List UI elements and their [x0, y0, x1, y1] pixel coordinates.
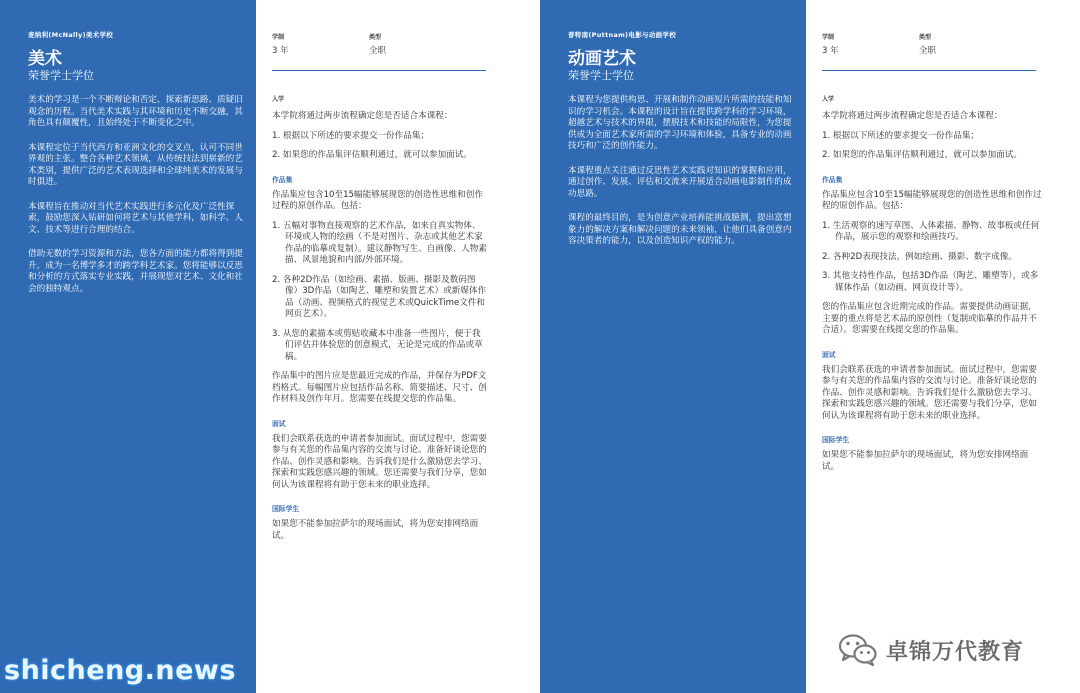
admission-step: 1. 根据以下所述的要求提交一份作品集； — [272, 130, 430, 141]
page-animation-intro — [540, 0, 806, 693]
duration-block — [822, 32, 839, 56]
page-fine-art-admission — [256, 0, 540, 693]
admission-intro: 本学院将通过两步流程确定您是否适合本课程： — [272, 111, 453, 121]
portfolio-item: 1. 生活观察的速写草图、人体素描、静物、故事板或任何作品，展示您的观察和绘画技巧。 — [822, 220, 1040, 242]
type-label: 类型 — [919, 34, 932, 41]
admission-step: 2. 如果您的作品集评估顺利通过，就可以参加面试。 — [822, 150, 1022, 160]
portfolio-item: 2. 各种2D表现技法，例如绘画、摄影、数字成像。 — [822, 251, 1017, 262]
school-name: 麦纳利(McNally)美术学校 — [28, 31, 114, 39]
type-block — [919, 32, 936, 56]
portfolio-heading: 作品集 — [272, 175, 293, 184]
watermark-brand-text: 卓锦万代教育 — [886, 639, 1025, 665]
program-degree: 荣誉学士学位 — [28, 69, 94, 82]
admission-step: 2. 如果您的作品集评估顺利通过，就可以参加面试。 — [272, 150, 472, 160]
wechat-icon — [838, 633, 878, 667]
duration-block — [272, 32, 289, 56]
program-title: 美术 — [28, 49, 62, 69]
portfolio-item: 3. 从您的素描本或剪贴收藏本中准备一些图片，便于我们评估并体验您的创意模式，无论是完成的作品或草稿。 — [272, 328, 483, 362]
type-label: 类型 — [369, 34, 382, 41]
portfolio-intro: 作品集应包含10至15幅能够展现您的创造性思维和创作过程的原创作品。包括： — [822, 189, 1042, 211]
school-name: 普特南(Puttnam)电影与动画学校 — [568, 31, 677, 39]
type-value: 全职 — [919, 46, 937, 56]
divider — [822, 70, 1036, 71]
admission-content — [272, 94, 488, 550]
intro-paragraph: 美术的学习是一个不断辩论和否定、探索新思路、质疑旧观念的历程。当代美术实践与其环境和历史不断交融，其角色具有颠覆性，且始终处于不断变化之中。 — [28, 95, 243, 128]
duration-label: 学制 — [272, 34, 285, 41]
portfolio-note: 您的作品集应包含近期完成的作品。需要提供动画证据，主要的重点将是艺术品的原创性（复制或临摹的作品并不合适）。您需要在线提交您的作品集。 — [822, 302, 1037, 335]
intro-paragraph: 借助无数的学习资源和方法，您各方面的能力都将得到提升，成为一名博学多才的跨学科艺术家。您将能够以反思和分析的方式落实专业实践，并展现您对艺术、文化和社会的独特观点。 — [28, 249, 243, 294]
duration-label: 学制 — [822, 34, 835, 41]
portfolio-item: 2. 各种2D作品（如绘画、素描、版画、摄影及数码图像）3D作品（如陶艺、雕塑和装置艺术）或新媒体作品（动画、视频格式的视觉艺术或QuickTime文件和网页艺术）。 — [272, 274, 487, 319]
portfolio-heading: 作品集 — [822, 175, 843, 184]
type-block — [369, 32, 386, 56]
program-degree: 荣誉学士学位 — [568, 69, 634, 82]
duration-value: 3 年 — [272, 46, 289, 56]
interview-heading: 面试 — [272, 419, 286, 428]
duration-value: 3 年 — [822, 46, 839, 56]
type-value: 全职 — [369, 46, 387, 56]
intro-paragraph: 本课程定位于当代西方和亚洲文化的交叉点，认可不同世界观的主张。整合各种艺术领域，从传统技法到崭新的艺术类别，提供广泛的艺术表现选择和全球纯美术的发展与时俱进。 — [28, 142, 243, 187]
intro-paragraph: 本课程为您提供构思、开展和制作动画短片所需的技能和知识的学习机会。本课程的设计旨在提供跨学科的学习环境，超越艺术与技术的界限，摆脱技术和技能的局限性，为您提供成为全面艺术家所需的学习环境和体验，具备专业的动画技巧和广泛的创作能力。 — [568, 95, 792, 151]
interview-text: 我们会联系获选的申请者参加面试。面试过程中，您需要参与有关您的作品集内容的交流与讨论。准备好谈论您的作品、创作灵感和影响。告诉我们是什么激励您去学习、探索和实践您感兴趣的领域。您还需要与我们分享，您如何认为该课程将有助于您未来的职业选择。 — [272, 433, 487, 490]
portfolio-item: 1. 五幅对事物直接观察的艺术作品，如来自真实物体、环境或人物的绘画（不是对图片、杂志或其他艺术家作品的临摹或复制）。建议静物写生、自画像、人物素描、风景地貌和内部/外部环境。 — [272, 220, 487, 265]
admission-content — [822, 94, 1042, 481]
international-heading: 国际学生 — [272, 505, 300, 513]
admission-step: 1. 根据以下所述的要求提交一份作品集； — [822, 130, 980, 141]
portfolio-note: 作品集中的图片应是您最近完成的作品，并保存为PDF文档格式。每幅图片应包括作品名称、简要描述、尺寸、创作材料及创作年月。您需要在线提交您的作品集。 — [272, 371, 487, 404]
interview-heading: 面试 — [822, 350, 836, 359]
page-animation-admission — [806, 0, 1080, 693]
admission-intro: 本学院将通过两步流程确定您是否适合本课程： — [822, 111, 1003, 121]
admission-heading: 入学 — [822, 96, 835, 103]
portfolio-item: 3. 其他支持性作品，包括3D作品（陶艺、雕塑等），或多媒体作品（如动画、网页设计等）。 — [822, 271, 1039, 293]
program-title: 动画艺术 — [568, 49, 636, 69]
interview-text: 我们会联系获选的申请者参加面试。面试过程中，您需要参与有关您的作品集内容的交流与讨论。准备好谈论您的作品、创作灵感和影响。告诉我们是什么激励您去学习、探索和实践您感兴趣的领域。您还需要与我们分享，您如何认为该课程将有助于您未来的职业选择。 — [822, 364, 1037, 421]
international-text: 如果您不能参加拉萨尔的现场面试，将为您安排网络面试。 — [272, 519, 479, 541]
portfolio-intro: 作品集应包含10至15幅能够展现您的创造性思维和创作过程的原创作品。包括： — [272, 189, 483, 211]
watermark-brand — [838, 630, 1024, 670]
admission-heading: 入学 — [272, 96, 285, 103]
divider — [272, 70, 486, 71]
international-text: 如果您不能参加拉萨尔的现场面试，将为您安排网络面试。 — [822, 450, 1029, 472]
intro-paragraph: 本课程旨在推动对当代艺术实践进行多元化及广泛性探索，鼓励您深入钻研如何将艺术与其他学科，如科学、人文、技术等进行合理的结合。 — [28, 201, 243, 235]
intro-paragraph: 本课程重点关注通过反思性艺术实践对知识的掌握和应用，通过创作、发展、评估和交流来开展适合动画电影制作的成功思路。 — [568, 165, 792, 199]
international-heading: 国际学生 — [822, 436, 850, 444]
watermark-shicheng: shicheng.news — [4, 655, 236, 686]
page-fine-art-intro — [0, 0, 256, 693]
intro-paragraph: 课程的最终目的，是为创意产业培养能挑战臆测，提出富想象力的解决方案和解决问题的未来领袖，让他们具备创意内容决策者的能力，以及创造知识产权的能力。 — [568, 213, 792, 246]
